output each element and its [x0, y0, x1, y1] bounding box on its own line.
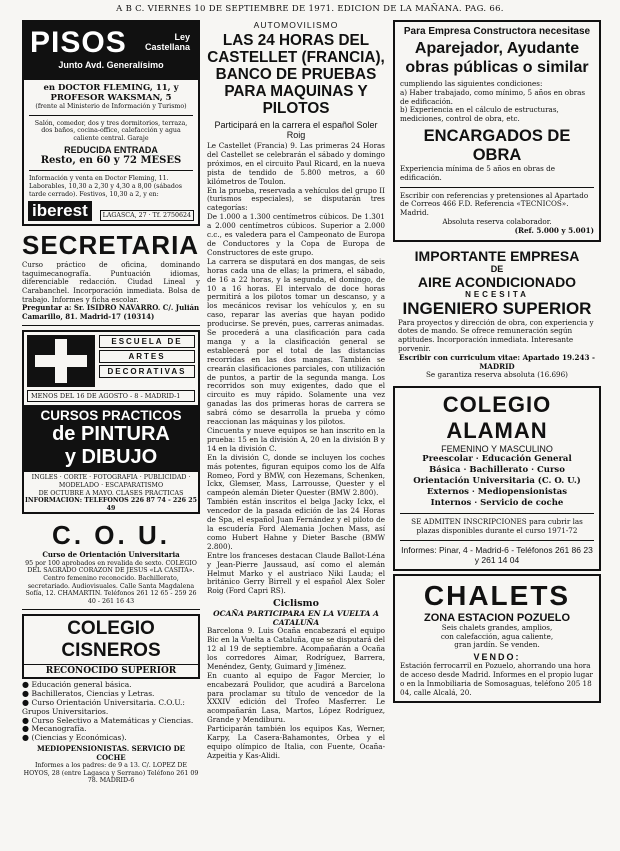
- constructora-reserve: Absoluta reserva colaborador.: [442, 216, 552, 226]
- chalets-line: Seis chalets grandes, amplios,: [441, 622, 553, 632]
- pisos-address-note: (frente al Ministerio de Información y Turismo): [35, 103, 187, 110]
- secretaria-contact: Preguntar a: Sr. ISIDRO NAVARRO. C/. Julián Camarillo, 81. Madrid-17 (10314): [22, 303, 200, 321]
- escuela-top: [24, 332, 198, 390]
- pisos-banner: [24, 22, 198, 80]
- constructora-title: Aparejador, Ayudante obras públicas o similar: [405, 40, 589, 76]
- article-paragraph: En cuanto al equipo de Fagor Mercier, lo encabezará Poulidor, que acudirá a Barcelona para proclamar su título de vencedor de la XXXIV edición del Trofeo Masferrer. Le acompañarán Lasa, Martos, López Rodríguez, Grande y Mendiburu.: [207, 670, 385, 725]
- iberest-logo: iberest: [28, 201, 92, 221]
- escuela-dates: MENOS DEL 16 DE AGOSTO - 8 - MADRID-1: [27, 390, 195, 402]
- chalets-line: gran jardín. Se venden.: [454, 640, 540, 650]
- chalets-text: Estación ferrocarril en Pozuelo, ahorrando una hora de acceso desde Madrid. Informes en el propio lugar o en la Inmobiliaria de Somosaguas, teléfono 205 18 04, calle Alcalá, 20.: [400, 661, 593, 697]
- cursos-line2: de PINTURA: [52, 423, 170, 446]
- cou-title: C. O. U.: [52, 520, 170, 551]
- pisos-footer: [24, 201, 198, 224]
- alaman-title: COLEGIO ALAMAN: [442, 392, 552, 444]
- aire-line3: AIRE ACONDICIONADO: [417, 273, 577, 290]
- escuela-line1: ESCUELA DE: [99, 335, 195, 348]
- alaman-sub: FEMENINO Y MASCULINO: [441, 444, 553, 455]
- section-heading: AUTOMOVILISMO: [253, 20, 339, 30]
- chalets-line: con calefacción, agua caliente,: [440, 631, 554, 641]
- encargados-title: ENCARGADOS DE OBRA: [423, 126, 571, 164]
- cisneros-title: COLEGIO CISNEROS: [61, 618, 161, 662]
- escuela-names: [99, 335, 195, 387]
- cursos-banner: [24, 405, 198, 472]
- constructora-line1: Para Empresa Constructora necesitase: [403, 26, 591, 37]
- chalets-ad: [393, 574, 601, 704]
- constructora-ad: [393, 20, 601, 242]
- pisos-features: Salón, comedor, dos y tres dormitorios, terraza, dos baños, cocina-office, calefacción y agua caliente central. Garaje: [34, 119, 188, 142]
- list-item: ● Curso Orientación Universitaria. C.O.U.: Grupos Universitarios.: [22, 698, 185, 716]
- alaman-notice: SE ADMITEN INSCRIPCIONES para cubrir las plazas disponibles durante el curso 1971-72: [411, 517, 583, 535]
- escuela-line2: ARTES: [99, 350, 195, 363]
- article-paragraph: De 1.000 a 1.300 centímetros cúbicos. De 1.301 a 2.000 centímetros cúbicos. Superior a 2.000 c.c., es valedera para el Campeonato de Europa de Conductores y la Copa de Europa de Constructores de este grupo.: [207, 212, 385, 257]
- page-header: A B C. VIERNES 10 DE SEPTIEMBRE DE 1971. EDICION DE LA MAÑANA. PAG. 66.: [116, 4, 504, 14]
- aire-title: INGENIERO SUPERIOR: [402, 298, 592, 318]
- aire-necesita: NECESITA: [465, 289, 529, 299]
- constructora-contact: Escribir con referencias y pretensiones al Apartado de Correos 466 F.D. Referencia «TECNICOS». Madrid.: [400, 190, 589, 218]
- pisos-sub: Castellana: [144, 42, 190, 52]
- aire-text: Para proyectos y dirección de obra, con experiencia y dotes de mando. Se ofrece remuneración según aptitudes. Incorporación inmediata. Interesante porvenir.: [398, 317, 594, 353]
- article-paragraph: Se procederá a una clasificación para cada manga y a la clasificación general se establecerá por el total de las distancias recorridas en las dos mangas. También se crearán clasificaciones parciales, con utilización de puntos, a partir de la segunda manga. Los recorridos son muy exigentes, dado que el circuito es muy rápido. Solamente una vez ganadas las dos primeras horas de carrera se sabrá cómo se desarrolla la prueba y cómo reaccionan las máquinas y los pilotos.: [207, 328, 385, 427]
- escuela-logo-icon: [27, 335, 95, 387]
- cou-text: 95 por 100 aprobados en revalida de sexto. COLEGIO DEL SAGRADO CORAZON DE JESUS «LA CASITA». Centro femenino reconocido. Bachillerato, secretariado. Audiovisuales. Calle Santa Magdalena Sofía, 12. CHAMARTIN. Teléfonos 261 12 65 - 259 26 40 - 261 16 43: [25, 559, 197, 605]
- cycling-body: [207, 627, 385, 761]
- article-paragraph: En la prueba, reservada a vehículos del grupo II (turismos especiales), se disputarán tres categorías:: [207, 185, 385, 213]
- article-paragraph: La carrera se disputará en dos mangas, de seis horas cada una de ellas; la primera, el sábado, de 16 a 22 horas, y la segunda, el domingo, de 10 a 16 horas. El intervalo de doce horas permitirá a los pilotos tomar un descanso, y a los mecánicos revisar los vehículos y, en su caso, reparar las averías que hayan podido producirse. Se prevén, pues, carreras animadas.: [207, 256, 385, 329]
- article-paragraph: Barcelona 9. Luis Ocaña encabezará el equipo Bic en la Vuelta a Cataluña, que se disputará del 12 al 19 de septiembre. Acompañarán a Ocaña los corredores Aimar, Rodríguez, Barrera, Menéndez, Genty, Guimard y Jiménez.: [207, 626, 385, 671]
- article-paragraph: Participarán también los equipos Kas, Werner, Karpy, La Casera-Bahamontes, Orbea y el equipo olímpico de Italia, con Fuente, Ocaña-Azpeitia y Kas-Alidi.: [207, 724, 385, 760]
- alaman-line: Internos · Servicio de coche: [430, 498, 564, 509]
- constructora-req-a: a) Haber trabajado, como mínimo, 5 años en obras de edificación.: [400, 87, 586, 106]
- aire-line1: IMPORTANTE EMPRESA: [414, 247, 580, 264]
- article-paragraph: Entre los franceses destacan Claude Ballot-Léna y Jean-Pierre Jaussaud, así como el alemán Helmut Marko y el austriaco Niki Lauda; el británico Gerry Birrell y el español Alex Soler Roig (Ford Capri RS).: [207, 550, 385, 596]
- cisneros-extra: MEDIOPENSIONISTAS. SERVICIO DE COCHE: [36, 744, 186, 762]
- article-headline: LAS 24 HORAS DEL CASTELLET (FRANCIA), BANCO DE PRUEBAS PARA MAQUINAS Y PILOTOS: [207, 32, 385, 117]
- cursos-line3: y DIBUJO: [64, 446, 158, 469]
- pisos-location: [145, 32, 190, 52]
- pisos-sub2: Junto Avd. Generalísimo: [58, 60, 164, 70]
- pisos-body: [24, 80, 198, 201]
- cursos-line1: CURSOS PRACTICOS: [40, 408, 182, 424]
- cisneros-subtitle: RECONOCIDO SUPERIOR: [24, 664, 198, 677]
- alaman-line: Básica · Bachillerato · Curso: [429, 465, 565, 476]
- list-item: ● Educación general básica.: [22, 680, 132, 690]
- alaman-info: Informes: Pinar, 4 - Madrid-6 - Teléfonos 261 86 23 y 261 14 04: [401, 544, 593, 565]
- cycling-heading: Ciclismo: [273, 598, 319, 610]
- escuela-desc: INGLES · CORTE · FOTOGRAFIA · PUBLICIDAD · MODELADO · ESCAPARATISMO: [31, 474, 191, 489]
- aire-line2: DE: [490, 263, 504, 274]
- article-paragraph: En la división C, donde se incluyen los coches más potentes, figuran equipos como los de Alfa Romeo, Ford y BMW, con Hezemans, Schenken, Ickx, Glemser, Mass, Larrousse, Quester y el campeón alemán Dieter Quester (BMW 2.800).: [207, 452, 385, 498]
- alaman-line: Externos · Mediopensionistas: [426, 487, 568, 498]
- cisneros-list: [22, 681, 200, 743]
- list-item: ● Curso Selectivo a Matemáticas y Ciencias.: [22, 715, 194, 725]
- article-body: [207, 142, 385, 596]
- escuela-line3: DECORATIVAS: [99, 365, 195, 378]
- cycling-subheading: OCAÑA PARTICIPARA EN LA VUELTA A CATALUÑA: [213, 609, 379, 628]
- alaman-line: Preescolar · Educación General: [422, 454, 572, 465]
- chalets-sub: ZONA ESTACION POZUELO: [423, 611, 571, 624]
- chalets-title: CHALETS: [423, 579, 571, 611]
- pisos-info: Información y venta en Doctor Fleming, 11. Laborables, 10,30 a 2,30 y 4,30 a 8,00 (sábados tarde cerrado). Festivos, 10,30 a 2, y en:: [29, 175, 182, 198]
- article-paragraph: También están inscritos el belga Jacky Ickx, el vencedor de la pasada edición de las 24 Horas de Spa, el español Juan Fernández y el piloto de la escudería Ford Alemania Jochen Mass, así como Hubert Hahne y Dieter Basche (BMW 2.800).: [207, 497, 385, 551]
- secretaria-text: Curso práctico de oficina, dominando taquimecanografía. Puntuación idiomas, diferenciable redacción. Ciudad Lineal y Carabanchel. Incorporación inmediata. Bolsa de trabajo. Informes y ficha escolar.: [22, 261, 200, 304]
- cou-subtitle: Curso de Orientación Universitaria: [42, 550, 180, 560]
- constructora-ref: (Ref. 5.000 y 5.001): [514, 225, 594, 235]
- right-column: [393, 20, 601, 703]
- article-subhead: Participará en la carrera el español Soler Roig: [214, 120, 378, 140]
- center-column: [207, 20, 385, 840]
- pisos-title: PISOS: [30, 26, 127, 59]
- secretaria-title: SECRETARIA: [22, 230, 200, 261]
- alaman-line: Orientación Universitaria (C. O. U.): [413, 476, 581, 487]
- alaman-ad: [393, 386, 601, 571]
- left-column: [22, 20, 200, 785]
- pisos-entrada-label: REDUCIDA ENTRADA: [64, 145, 158, 156]
- cisneros-contact: Informes a los padres: de 9 a 13. C/. LOPEZ DE HOYOS, 28 (entre Lagasca y Serrano) Teléfono 261 09 78. MADRID-6: [23, 762, 199, 785]
- chalets-vendo: VENDO:: [473, 652, 521, 663]
- aire-reserve: Se garantiza reserva absoluta (16.696): [426, 370, 568, 380]
- aire-contact: Escribir con curriculum vitae: Apartado 19.243 - MADRID: [399, 352, 595, 371]
- list-item: ● Bachilleratos, Ciencias y Letras.: [22, 689, 155, 699]
- article-paragraph: Cincuenta y nueve equipos se han inscrito en la prueba: 15 en la división A, 20 en la división B y 14 en la división C.: [207, 426, 385, 453]
- constructora-req-intro: cumpliendo las siguientes condiciones:: [400, 79, 543, 88]
- article-paragraph: Le Castellet (Francia) 9. Las primeras 24 Horas del Castellet se celebrarán el sábado y domingo próximos, en el circuito Paul Ricard, en la nueva pista de tendido de 5.800 metros, a 60 kilómetros de Toulon.: [207, 141, 385, 186]
- aire-ad: [393, 242, 601, 385]
- list-item: ● (Ciencias y Económicas).: [22, 733, 127, 743]
- encargados-text: Experiencia mínima de 5 años en obras de edificación.: [400, 163, 555, 182]
- cisneros-header: [22, 614, 200, 679]
- escuela-phones: INFORMACION: TELEFONOS 226 87 74 - 226 25 49: [24, 497, 198, 512]
- constructora-req-b: b) Experiencia en el cálculo de estructuras, mediciones, control de obra, etc.: [400, 105, 559, 124]
- escuela-matricula: DE OCTUBRE A MAYO. CLASES PRACTICAS: [38, 489, 184, 497]
- list-item: ● Mecanografía.: [22, 724, 87, 734]
- pisos-address: en DOCTOR FLEMING, 11, y PROFESOR WAKSMAN, 5: [43, 83, 179, 103]
- pisos-tag: Ley: [174, 32, 190, 42]
- escuela-ad: [22, 330, 200, 514]
- pisos-phone-box: LAGASCA, 27 · Tf. 2750624: [100, 210, 194, 222]
- pisos-ad: [22, 20, 200, 226]
- pisos-entrada-value: Resto, en 60 y 72 MESES: [40, 155, 182, 167]
